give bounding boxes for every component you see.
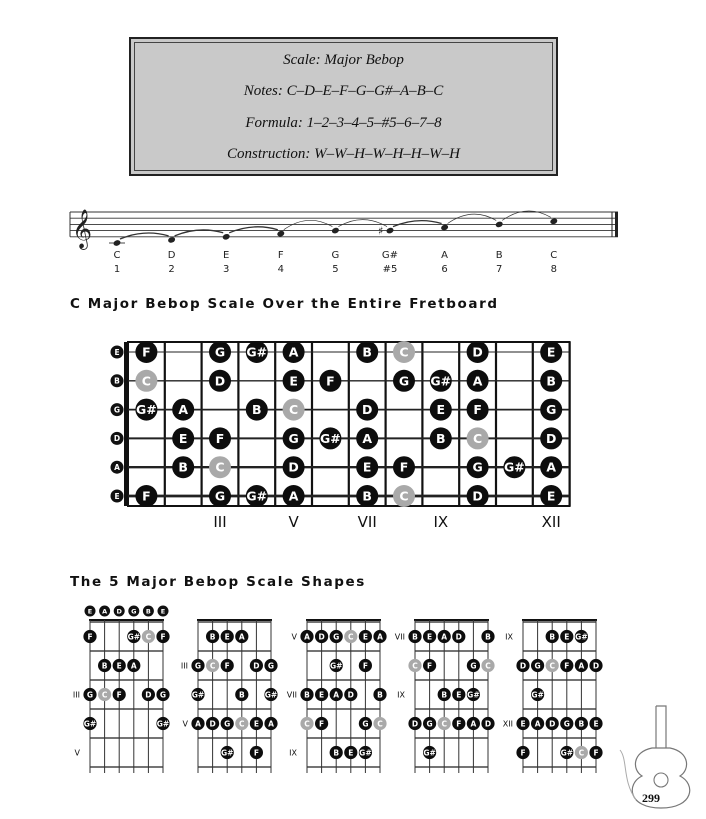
treble-clef-icon: 𝄞 <box>72 209 93 249</box>
scale-shape-1 <box>73 606 170 774</box>
scale-note-label: D <box>214 373 226 389</box>
slur-mark <box>229 227 278 233</box>
fretboard-section-title: C Major Bebop Scale Over the Entire Fretboard <box>70 296 499 312</box>
fret-position-label: V <box>288 513 299 531</box>
shape-note-label: C <box>239 719 245 729</box>
shape-note-label: G# <box>264 690 278 700</box>
scale-degree-label: 7 <box>496 264 503 275</box>
shape-note-label: D <box>592 661 600 671</box>
slur-mark <box>284 220 333 229</box>
shape-note-label: F <box>87 632 93 642</box>
shape-note-label: G# <box>575 632 588 642</box>
scale-shape-2 <box>181 620 278 773</box>
staff-note <box>167 236 176 244</box>
shape-note-label: G# <box>220 748 234 758</box>
shape-note-label: F <box>116 690 122 700</box>
shape-note-label: F <box>253 748 259 758</box>
shape-note-label: B <box>101 661 108 671</box>
shape-note-label: D <box>209 719 216 729</box>
scale-note-label: E <box>362 459 372 475</box>
shape-fret-position-label: V <box>291 632 297 642</box>
scale-note-label: G <box>472 459 483 475</box>
shape-string-label: D <box>116 607 122 616</box>
shape-fret-position-label: IX <box>397 690 405 700</box>
scale-note-label: E <box>546 488 556 504</box>
scale-note-label: A <box>362 430 373 446</box>
scale-name: Scale: Major Bebop <box>283 52 404 68</box>
scale-note-label: D <box>472 488 483 504</box>
shape-note-label: G <box>267 661 275 671</box>
note-name-label: G <box>331 250 340 261</box>
shapes-section-title: The 5 Major Bebop Scale Shapes <box>70 574 366 590</box>
nut <box>124 342 129 506</box>
note-name-label: G# <box>381 250 399 261</box>
staff-note <box>331 227 340 235</box>
shape-note-label: E <box>348 748 354 758</box>
shape-note-label: D <box>549 719 556 729</box>
shape-fret-position-label: III <box>72 690 80 700</box>
shape-fret-position-label: V <box>74 748 80 758</box>
shape-note-label: C <box>549 661 555 671</box>
shape-note-label: A <box>268 719 274 729</box>
scale-shape-5 <box>503 620 603 773</box>
scale-note-label: A <box>288 488 299 504</box>
shape-note-label: B <box>377 690 383 700</box>
shape-note-label: B <box>485 632 491 642</box>
shape-note-label: G# <box>191 690 205 700</box>
fret-position-label: VII <box>357 513 377 531</box>
shape-note-label: A <box>377 632 383 642</box>
shape-note-label: G# <box>560 748 574 758</box>
shape-note-label: G <box>333 632 340 642</box>
scale-note-label: G# <box>504 459 525 475</box>
shape-note-label: B <box>304 690 310 700</box>
shape-note-label: D <box>455 632 462 642</box>
note-name-label: C <box>113 250 121 261</box>
shape-string-label: E <box>160 607 166 616</box>
page-number: 299 <box>642 791 660 805</box>
scale-degree-label: 2 <box>168 264 175 275</box>
shape-note-label: E <box>564 632 570 642</box>
shape-note-label: D <box>318 632 325 642</box>
staff-note <box>113 239 122 247</box>
scale-note-label: F <box>142 344 151 360</box>
scale-note-label: C <box>399 488 409 504</box>
scale-formula: Formula: 1–2–3–4–5–#5–6–7–8 <box>245 115 442 131</box>
shape-note-label: F <box>520 748 526 758</box>
shape-note-label: B <box>238 690 245 700</box>
string-name-label: G <box>113 405 121 415</box>
shape-string-label: A <box>102 607 108 616</box>
scale-note-label: D <box>288 459 299 475</box>
scale-note-label: F <box>142 488 151 504</box>
scale-note-label: G <box>546 402 557 418</box>
shape-fret-position-label: VII <box>394 632 405 642</box>
shape-note-label: G <box>194 661 202 671</box>
shape-note-label: A <box>441 632 448 642</box>
scale-shape-4 <box>395 620 495 773</box>
shape-note-label: D <box>145 690 152 700</box>
shape-note-label: G# <box>127 632 141 642</box>
scale-note-label: C <box>473 430 483 446</box>
scale-note-label: C <box>141 373 151 389</box>
scale-note-label: B <box>362 344 372 360</box>
scale-degree-label: #5 <box>382 264 398 275</box>
scale-shapes-diagrams <box>0 600 706 780</box>
shape-note-label: E <box>224 632 230 642</box>
scale-notes: Notes: C–D–E–F–G–G#–A–B–C <box>243 83 444 99</box>
sharp-accidental: ♯ <box>378 224 384 238</box>
shape-note-label: F <box>319 719 325 729</box>
shape-note-label: C <box>209 661 216 671</box>
scale-note-label: A <box>288 344 299 360</box>
shape-note-label: G <box>159 690 167 700</box>
full-fretboard-diagram <box>0 330 706 540</box>
shape-fret-position-label: V <box>182 719 188 729</box>
scale-note-label: G <box>214 488 226 504</box>
shape-fret-position-label: XII <box>502 719 513 729</box>
fret-position-label: XII <box>541 513 561 531</box>
scale-degree-label: 5 <box>332 264 339 275</box>
string-name-label: E <box>114 491 120 501</box>
note-name-label: D <box>167 250 176 261</box>
shape-note-label: G <box>534 661 541 671</box>
shape-note-label: G <box>470 661 477 671</box>
shape-note-label: C <box>101 690 108 700</box>
shape-note-label: A <box>534 719 541 729</box>
shape-note-label: E <box>593 719 599 729</box>
scale-note-label: B <box>178 459 188 475</box>
shape-note-label: G <box>426 719 433 729</box>
scale-note-label: B <box>436 430 446 446</box>
shape-fret-position-label: III <box>180 661 188 671</box>
shape-note-label: G# <box>156 719 170 729</box>
scale-degree-label: 4 <box>277 264 284 275</box>
shape-note-label: G# <box>359 748 372 758</box>
shape-note-label: E <box>520 719 526 729</box>
shape-note-label: A <box>304 632 310 642</box>
shape-note-label: C <box>412 661 418 671</box>
staff-note <box>386 227 395 235</box>
shape-fret-position-label: VII <box>286 690 297 700</box>
note-name-label: E <box>223 250 230 261</box>
shape-note-label: G <box>563 719 570 729</box>
shape-note-label: B <box>549 632 556 642</box>
shape-note-label: A <box>333 690 340 700</box>
shape-note-label: B <box>412 632 418 642</box>
scale-note-label: F <box>399 459 409 475</box>
shape-note-label: D <box>411 719 419 729</box>
shape-note-label: F <box>593 748 599 758</box>
scale-note-label: G# <box>246 488 268 504</box>
scale-note-label: C <box>215 459 225 475</box>
fret-position-label: IX <box>433 513 449 531</box>
scale-note-label: E <box>289 373 298 389</box>
scale-note-label: B <box>252 402 262 418</box>
shape-string-label: E <box>87 607 93 616</box>
scale-degree-label: 8 <box>550 264 557 275</box>
shape-note-label: C <box>145 632 152 642</box>
scale-note-label: C <box>289 402 299 418</box>
scale-note-label: G# <box>320 430 341 446</box>
scale-note-label: B <box>546 373 556 389</box>
scale-degree-label: 1 <box>113 264 121 275</box>
scale-note-label: D <box>472 344 483 360</box>
scale-note-label: D <box>362 402 373 418</box>
shape-note-label: A <box>470 719 477 729</box>
scale-degree-label: 3 <box>223 264 230 275</box>
scale-shape-3 <box>287 620 387 773</box>
shape-fret-position-label: IX <box>289 748 297 758</box>
shape-note-label: E <box>319 690 325 700</box>
scale-note-label: D <box>546 430 557 446</box>
scale-degree-label: 6 <box>441 264 448 275</box>
shape-note-label: G <box>224 719 231 729</box>
scale-note-label: F <box>326 373 335 389</box>
note-name-label: B <box>495 250 503 261</box>
string-name-label: B <box>114 376 120 386</box>
fret-position-label: III <box>213 513 227 531</box>
staff-note <box>440 224 449 232</box>
scale-note-label: G# <box>430 373 452 389</box>
scale-note-label: E <box>178 430 188 446</box>
shape-note-label: F <box>564 661 570 671</box>
shape-note-label: G <box>86 690 94 700</box>
shape-note-label: E <box>116 661 122 671</box>
slur-mark <box>393 221 442 227</box>
scale-note-label: A <box>178 402 189 418</box>
scale-note-label: G <box>288 430 299 446</box>
scale-note-label: F <box>215 430 225 446</box>
shape-string-label: G <box>131 607 137 616</box>
shape-string-label: B <box>145 607 151 616</box>
shape-note-label: A <box>195 719 201 729</box>
shape-note-label: D <box>253 661 260 671</box>
shape-note-label: G# <box>83 719 97 729</box>
shape-note-label: C <box>377 719 383 729</box>
shape-note-label: C <box>485 661 491 671</box>
shape-note-label: A <box>130 661 137 671</box>
shape-note-label: C <box>441 719 447 729</box>
shape-fret-position-label: IX <box>505 632 513 642</box>
shape-note-label: D <box>347 690 354 700</box>
shape-note-label: B <box>441 690 448 700</box>
shape-note-label: F <box>427 661 433 671</box>
string-name-label: A <box>114 463 120 472</box>
shape-note-label: G# <box>423 748 436 758</box>
scale-note-label: E <box>436 402 446 418</box>
shape-note-label: E <box>362 632 368 642</box>
shape-note-label: D <box>519 661 527 671</box>
staff-note <box>549 218 558 226</box>
shape-note-label: F <box>224 661 230 671</box>
scale-note-label: G <box>214 344 226 360</box>
string-name-label: E <box>114 347 120 357</box>
scale-note-label: A <box>546 459 557 475</box>
staff-note <box>222 233 231 241</box>
shape-note-label: D <box>484 719 492 729</box>
shape-note-label: E <box>253 719 259 729</box>
staff-note <box>495 221 504 229</box>
shape-note-label: E <box>427 632 433 642</box>
shape-note-label: F <box>160 632 166 642</box>
shape-note-label: C <box>578 748 585 758</box>
shape-note-label: F <box>362 661 368 671</box>
scale-construction: Construction: W–W–H–W–H–H–W–H <box>227 146 460 162</box>
shape-note-label: A <box>238 632 245 642</box>
scale-note-label: G# <box>136 402 157 418</box>
staff-note <box>276 230 285 238</box>
shape-note-label: B <box>578 719 585 729</box>
scale-note-label: E <box>546 344 556 360</box>
shape-note-label: G# <box>329 661 343 671</box>
shape-note-label: A <box>578 661 585 671</box>
shape-note-label: B <box>209 632 216 642</box>
note-name-label: F <box>277 250 284 261</box>
shape-note-label: C <box>304 719 310 729</box>
shape-note-label: G# <box>467 690 480 700</box>
scale-note-label: G# <box>246 344 268 360</box>
slur-mark <box>448 214 497 223</box>
music-staff <box>0 0 706 290</box>
note-name-label: C <box>550 250 558 261</box>
shape-note-label: B <box>333 748 340 758</box>
slur-mark <box>120 233 169 239</box>
scale-note-label: A <box>472 373 483 389</box>
scale-note-label: C <box>399 344 409 360</box>
string-name-label: D <box>113 434 121 444</box>
shape-note-label: C <box>348 632 354 642</box>
shape-note-label: E <box>456 690 462 700</box>
scale-note-label: F <box>473 402 482 418</box>
shape-note-label: G <box>362 719 369 729</box>
shape-note-label: F <box>456 719 462 729</box>
scale-note-label: B <box>362 488 372 504</box>
shape-note-label: G# <box>531 690 544 700</box>
note-name-label: A <box>441 250 449 261</box>
scale-note-label: G <box>398 373 410 389</box>
